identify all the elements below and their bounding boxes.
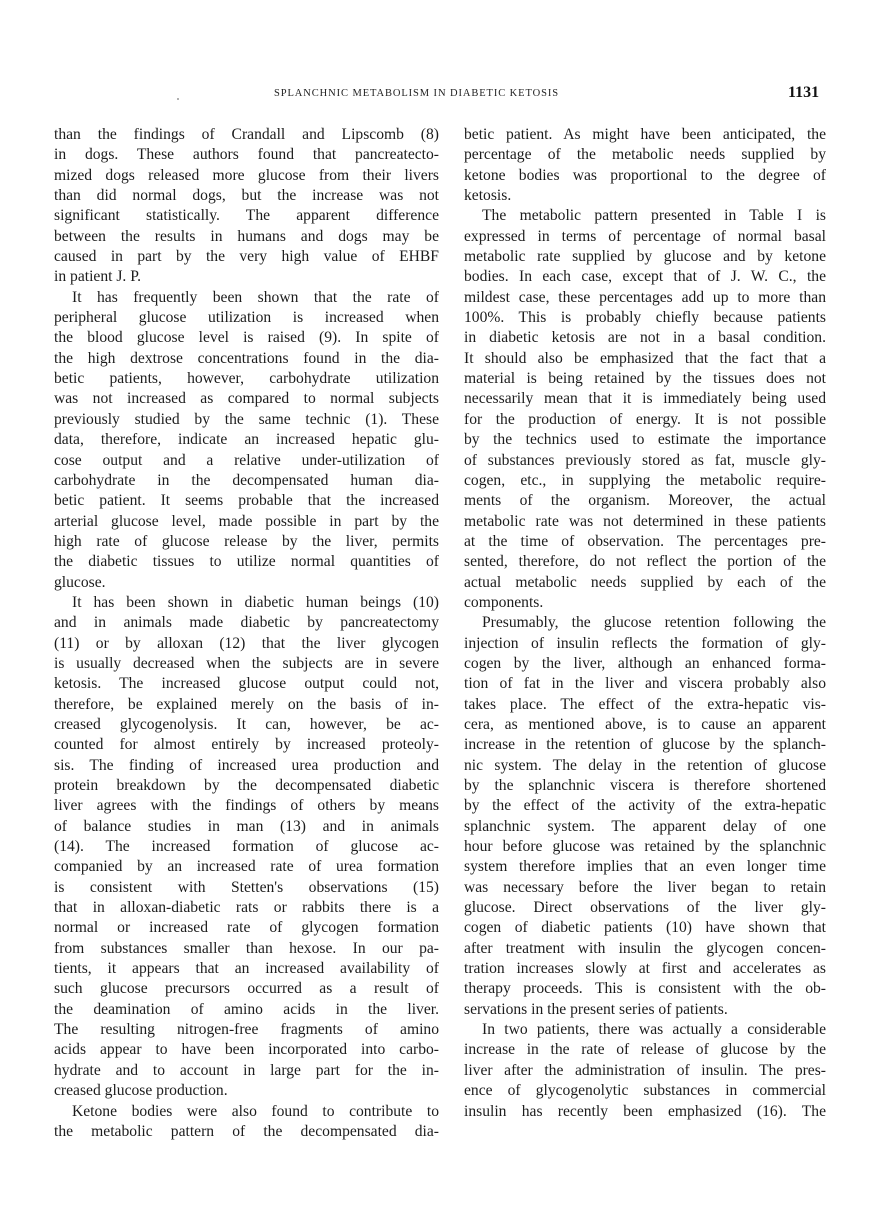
text-line: servations in the present series of patients. bbox=[464, 1000, 728, 1018]
left-column bbox=[54, 125, 439, 1142]
text-line: previously studied by the same technic (1). These bbox=[54, 410, 439, 428]
text-line: at the time of observation. The percentages pre- bbox=[464, 532, 826, 550]
text-line: from substances smaller than hexose. In our pa- bbox=[54, 939, 439, 957]
text-line: material is being retained by the tissues does not bbox=[464, 370, 826, 388]
text-line: tients, it appears that an increased availability of bbox=[54, 960, 439, 978]
text-line: by the effect of the activity of the extra-hepatic bbox=[464, 797, 826, 815]
text-line: arterial glucose level, made possible in part by the bbox=[54, 512, 439, 530]
text-line: caused in part by the very high value of EHBF bbox=[54, 248, 439, 266]
text-line: by the splanchnic viscera is therefore shortened bbox=[464, 777, 826, 794]
text-line: between the results in humans and dogs may be bbox=[54, 227, 439, 245]
text-line: liver after the administration of insulin. The pres- bbox=[464, 1061, 826, 1079]
text-line: betic patient. It seems probable that the increased bbox=[54, 492, 439, 510]
text-line: betic patient. As might have been anticipated, the bbox=[464, 126, 826, 143]
text-line: than did normal dogs, but the increase was not bbox=[54, 187, 439, 205]
text-line: actual metabolic needs supplied by each of the bbox=[464, 573, 826, 591]
text-line: protein breakdown by the decompensated diabetic bbox=[54, 777, 439, 794]
paragraph bbox=[464, 206, 826, 613]
text-line: The resulting nitrogen-free fragments of amino bbox=[54, 1021, 439, 1039]
text-line: 100%. This is probably chiefly because patients bbox=[464, 309, 826, 327]
text-line: cose output and a relative under-utilization of bbox=[54, 451, 439, 469]
text-line: of balance studies in man (13) and in animals bbox=[54, 817, 439, 835]
text-line: mized dogs released more glucose from their livers bbox=[54, 166, 439, 184]
text-line: peripheral glucose utilization is increased when bbox=[54, 309, 439, 327]
text-line: insulin has recently been emphasized (16). The bbox=[464, 1102, 826, 1120]
paragraph bbox=[54, 125, 439, 288]
paragraph bbox=[464, 125, 826, 206]
text-line: is consistent with Stetten's observations (15) bbox=[54, 878, 439, 896]
text-line: (11) or by alloxan (12) that the liver glycogen bbox=[54, 634, 439, 652]
text-line: the high dextrose concentrations found in the dia- bbox=[54, 349, 439, 367]
text-line: by the technics used to estimate the importance bbox=[464, 431, 826, 449]
page-number: 1131 bbox=[788, 84, 820, 101]
text-line: metabolic rate was not determined in these patients bbox=[464, 512, 826, 530]
text-line: increase in the rate of release of glucose by the bbox=[464, 1041, 826, 1059]
text-line: cera, as mentioned above, is to cause an apparent bbox=[464, 715, 826, 733]
text-line: In two patients, there was actually a considerable bbox=[482, 1021, 826, 1039]
text-line: ketosis. bbox=[464, 187, 512, 205]
text-line: necessarily mean that it is immediately being used bbox=[464, 390, 826, 408]
text-line: It should also be emphasized that the fact that a bbox=[464, 349, 826, 367]
text-line: metabolic rate supplied by glucose and by ketone bbox=[464, 248, 826, 266]
text-line: acids appear to have been incorporated into carbo- bbox=[54, 1041, 439, 1059]
text-line: hydrate and to account in large part for the in- bbox=[54, 1061, 439, 1079]
text-line: increase in the retention of glucose by the splanch- bbox=[464, 736, 826, 754]
text-line: betic patients, however, carbohydrate utilization bbox=[54, 370, 439, 388]
paragraph bbox=[54, 1102, 439, 1143]
text-line: Ketone bodies were also found to contribute to bbox=[72, 1102, 439, 1120]
text-line: ketone bodies was proportional to the degree of bbox=[464, 166, 826, 184]
right-column bbox=[464, 125, 826, 1122]
text-line: high rate of glucose release by the liver, permits bbox=[54, 532, 439, 550]
text-line: liver agrees with the findings of others by means bbox=[54, 797, 439, 815]
text-line: creased glucose production. bbox=[54, 1082, 228, 1100]
paragraph bbox=[464, 1020, 826, 1122]
text-line: percentage of the metabolic needs supplied by bbox=[464, 146, 826, 164]
text-line: tion of fat in the liver and viscera probably also bbox=[464, 675, 826, 693]
text-line: injection of insulin reflects the formation of gly- bbox=[464, 634, 826, 652]
text-line: in patient J. P. bbox=[54, 268, 142, 286]
text-line: data, therefore, indicate an increased hepatic glu- bbox=[54, 431, 439, 449]
scan-speck bbox=[177, 98, 179, 100]
text-line: cogen, etc., in supplying the metabolic require- bbox=[464, 471, 826, 489]
text-line: splanchnic system. The apparent delay of one bbox=[464, 817, 826, 835]
page-header bbox=[0, 84, 880, 108]
text-line: mildest case, these percentages add up to more than bbox=[464, 288, 826, 306]
text-line: glucose. bbox=[54, 573, 106, 591]
text-line: normal or increased rate of glycogen formation bbox=[54, 919, 439, 937]
text-line: tration increases slowly at first and accelerates as bbox=[464, 960, 826, 978]
text-line: It has frequently been shown that the rate of bbox=[72, 288, 439, 306]
text-line: for the production of energy. It is not possible bbox=[464, 410, 826, 428]
text-line: takes place. The effect of the extra-hepatic vis- bbox=[464, 695, 826, 713]
text-line: that in alloxan-diabetic rats or rabbits there is a bbox=[54, 899, 439, 917]
text-line: glucose. Direct observations of the liver gly- bbox=[464, 899, 826, 917]
text-line: in diabetic ketosis are not in a basal condition. bbox=[464, 329, 826, 347]
text-line: components. bbox=[464, 593, 544, 611]
text-line: companied by an increased rate of urea formation bbox=[54, 858, 439, 876]
text-line: (14). The increased formation of glucose ac- bbox=[54, 838, 439, 856]
text-line: creased glycogenolysis. It can, however, be ac- bbox=[54, 715, 439, 733]
text-line: ketosis. The increased glucose output could not, bbox=[54, 675, 439, 693]
text-line: of substances previously stored as fat, muscle gly- bbox=[464, 451, 826, 469]
text-line: Presumably, the glucose retention following the bbox=[482, 614, 826, 632]
text-line: carbohydrate in the decompensated human dia- bbox=[54, 471, 439, 489]
text-line: sented, therefore, do not reflect the portion of the bbox=[464, 553, 826, 571]
text-line: system therefore implies that an even longer time bbox=[464, 858, 826, 876]
paragraph bbox=[464, 613, 826, 1020]
text-line: expressed in terms of percentage of normal basal bbox=[464, 227, 826, 245]
text-line: sis. The finding of increased urea production and bbox=[54, 756, 439, 774]
text-line: was not increased as compared to normal subjects bbox=[54, 390, 439, 408]
text-line: ments of the organism. Moreover, the actual bbox=[464, 492, 826, 510]
text-line: the deamination of amino acids in the liver. bbox=[54, 1000, 439, 1018]
text-line: The metabolic pattern presented in Table I is bbox=[482, 207, 826, 225]
running-title: SPLANCHNIC METABOLISM IN DIABETIC KETOSIS bbox=[274, 88, 559, 99]
paragraph bbox=[54, 288, 439, 593]
text-line: hour before glucose was retained by the splanchnic bbox=[464, 838, 826, 856]
text-line: cogen by the liver, although an enhanced forma- bbox=[464, 654, 826, 672]
text-line: the blood glucose level is raised (9). In spite of bbox=[54, 329, 439, 347]
text-line: ence of glycogenolytic substances in commercial bbox=[464, 1082, 826, 1100]
text-line: such glucose precursors occurred as a result of bbox=[54, 980, 439, 998]
text-line: was necessary before the liver began to retain bbox=[464, 878, 826, 896]
text-line: and in animals made diabetic by pancreatectomy bbox=[54, 614, 439, 632]
paragraph bbox=[54, 593, 439, 1102]
text-line: the diabetic tissues to utilize normal quantities of bbox=[54, 553, 439, 571]
text-line: in dogs. These authors found that pancreatecto- bbox=[54, 146, 439, 164]
text-line: cogen of diabetic patients (10) have shown that bbox=[464, 919, 826, 937]
text-line: It has been shown in diabetic human beings (10) bbox=[72, 593, 439, 611]
text-line: therapy proceeds. This is consistent with the ob- bbox=[464, 980, 826, 998]
text-line: counted for almost entirely by increased proteoly- bbox=[54, 736, 439, 754]
text-line: than the findings of Crandall and Lipscomb (8) bbox=[54, 126, 439, 143]
text-line: nic system. The delay in the retention of glucose bbox=[464, 756, 826, 774]
text-line: significant statistically. The apparent difference bbox=[54, 207, 439, 225]
text-line: therefore, be explained merely on the basis of in- bbox=[54, 695, 439, 713]
text-line: after treatment with insulin the glycogen concen- bbox=[464, 939, 826, 957]
text-line: is usually decreased when the subjects are in severe bbox=[54, 654, 439, 672]
text-line: the metabolic pattern of the decompensated dia- bbox=[54, 1122, 439, 1140]
text-line: bodies. In each case, except that of J. W. C., the bbox=[464, 268, 826, 286]
